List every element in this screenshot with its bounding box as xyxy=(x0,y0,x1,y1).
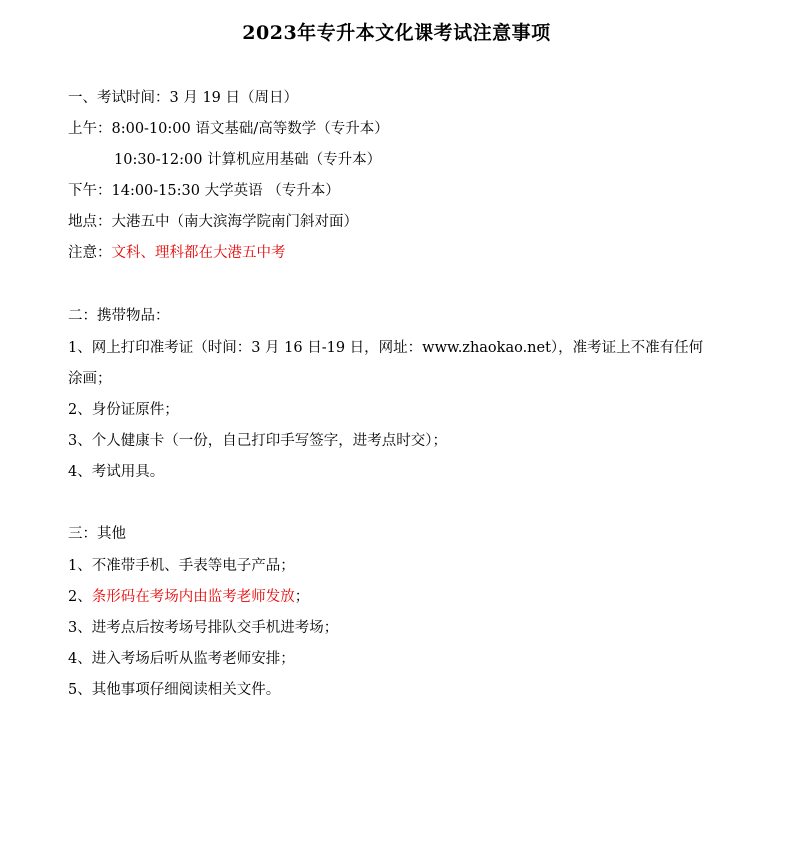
morning-session-1: 上午：8:00-10:00 语文基础/高等数学（专升本） xyxy=(68,121,389,137)
morning-session-2: 10:30-12:00 计算机应用基础（专升本） xyxy=(114,152,382,168)
other-item-2 xyxy=(68,587,309,607)
note-text: 文科、理科都在大港五中考 xyxy=(111,245,286,261)
other-heading: 三：其他 xyxy=(68,526,126,542)
other-item-5: 5、其他事项仔细阅读相关文件。 xyxy=(68,682,281,698)
other-item-2-end: ； xyxy=(294,589,310,605)
items-item-4: 4、考试用具。 xyxy=(68,464,165,480)
other-item-2-text: 条形码在考场内由监考老师发放 xyxy=(91,589,295,605)
exam-location: 地点：大港五中（南大滨海学院南门斜对面） xyxy=(68,214,358,230)
document-title: 2023年专升本文化课考试注意事项 xyxy=(242,22,551,44)
afternoon-session: 下午：14:00-15:30 大学英语 （专升本） xyxy=(68,183,340,199)
items-item-1: 1、网上打印准考证（时间：3 月 16 日-19 日，网址：www.zhaokao.net），准考证上不准有任何 xyxy=(68,340,704,356)
other-item-1: 1、不准带手机、手表等电子产品； xyxy=(68,558,295,574)
exam-note xyxy=(68,243,286,263)
exam-time-heading: 一、考试时间：3 月 19 日（周日） xyxy=(68,90,299,106)
items-item-1-continued: 涂画； xyxy=(68,371,112,387)
items-heading: 二：携带物品： xyxy=(68,308,170,324)
other-item-3: 3、进考点后按考场号排队交手机进考场； xyxy=(68,620,339,636)
other-item-4: 4、进入考场后听从监考老师安排； xyxy=(68,651,295,667)
items-item-3: 3、个人健康卡（一份，自己打印手写签字，进考点时交）； xyxy=(68,433,447,449)
items-item-2: 2、身份证原件； xyxy=(68,402,179,418)
note-label: 注意： xyxy=(68,245,112,261)
other-item-2-number: 2、 xyxy=(68,589,92,605)
